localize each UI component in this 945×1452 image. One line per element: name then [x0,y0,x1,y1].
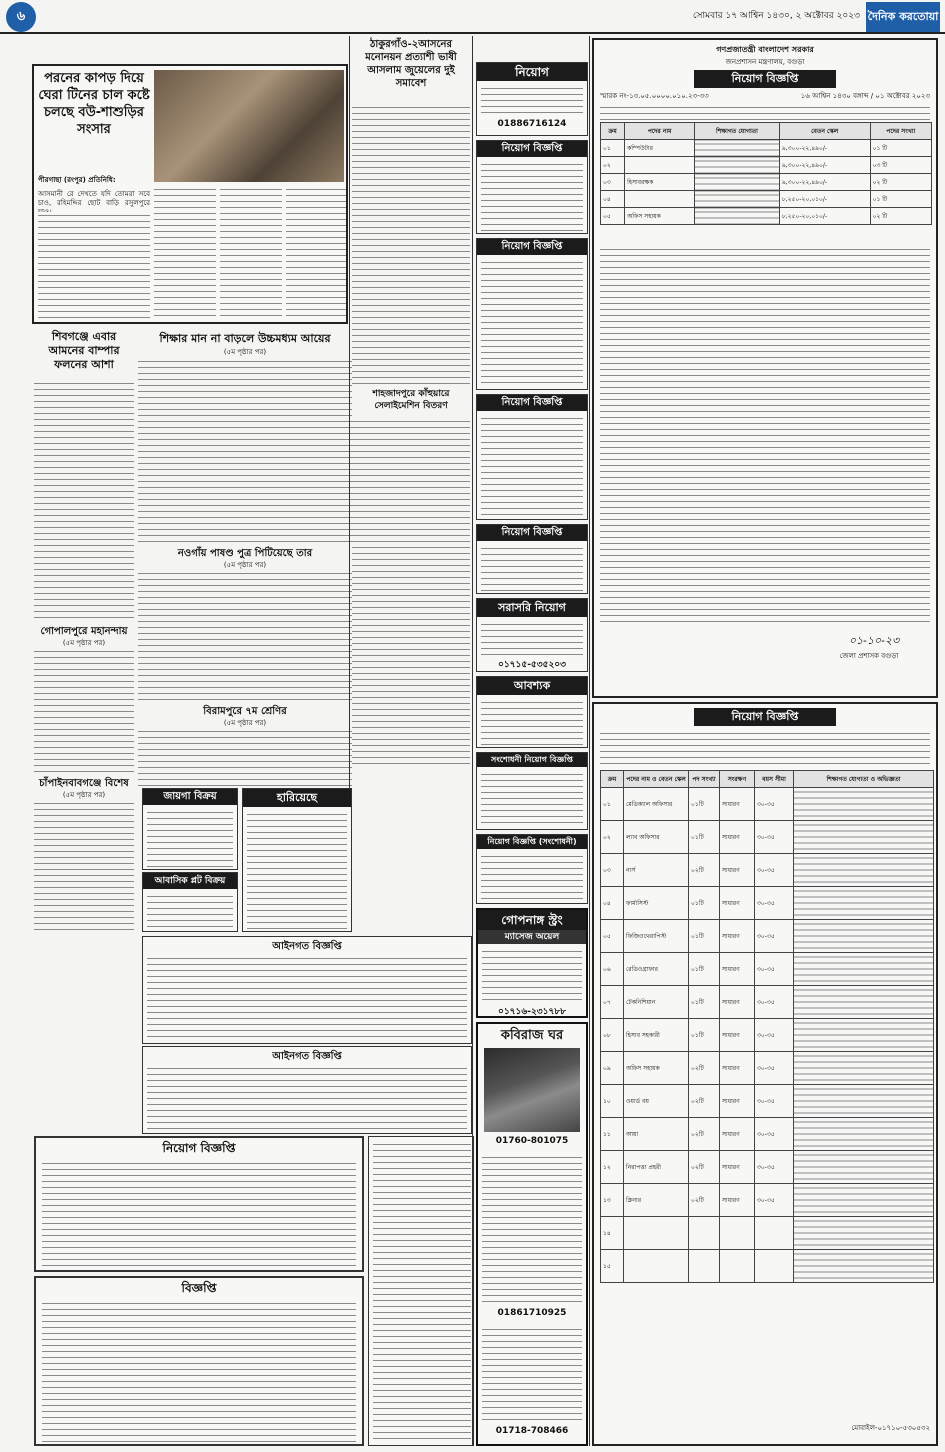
niyog-ad-4-body [481,415,583,517]
table-cell: সাধারণ [720,887,755,920]
chapai-body [34,800,134,932]
table-cell [794,953,934,986]
table-row [601,1151,934,1184]
table-cell: ০২টি [689,1052,720,1085]
table-cell: সাধারণ [720,953,755,986]
table-cell: ০২টি [689,1118,720,1151]
niyog-ad-3 [476,238,588,390]
table-cell: ০১ টি [870,140,931,157]
table-cell: ০৫ [601,208,625,225]
lead-body-col4 [286,186,346,320]
bigyapti-body [42,1300,356,1442]
table-row [601,174,932,191]
kabiraj-phone-2: 01861710925 [497,1308,567,1318]
lead-title: পরনের কাপড় দিয়ে ঘেরা টিনের চাল কষ্টে চলছে বউ-শাশুড়ির সংসার [38,71,150,137]
table-cell: ০৩ [601,174,625,191]
plot-sale-ad [142,872,238,932]
table-cell: ০১ টি [870,191,931,208]
table-cell [794,1184,934,1217]
table-cell [794,1085,934,1118]
table-cell: কম্পিউটার [625,140,695,157]
column-divider [349,36,350,788]
table-cell [794,1052,934,1085]
table-cell [794,920,934,953]
niyog-ad-1-phone: 01886716124 [497,119,567,129]
table-cell: ০২ [601,157,625,174]
needed-ad [476,676,588,748]
kabiraj-phone-3: 01718-708466 [495,1426,569,1436]
bottom-recruitment-title: নিয়োগ বিজ্ঞপ্তি [162,1141,236,1155]
govt-table [600,122,932,225]
niyog-ad-5-title: নিয়োগ বিজ্ঞপ্তি [477,525,587,541]
table-cell [794,1151,934,1184]
hospital-table-header [601,771,934,788]
table-cell: সাধারণ [720,788,755,821]
table-cell: ০১টি [689,920,720,953]
table-cell: ৯,৩০০-২২,৪৯০/- [779,140,870,157]
kabiraj-product-image [484,1048,580,1132]
direct-hire-body [481,621,583,655]
lead-intro: আসমানী রে দেখতে যদি তোমরা সবে চাও, রহিমদ্দির ছোট বাড়ি রসুলপুরে [38,190,150,207]
table-cell: ১০ [601,1085,624,1118]
table-cell: সাধারণ [720,920,755,953]
education-cont: (৫ম পৃষ্ঠার পর) [223,348,267,356]
biram-cont: (৫ম পৃষ্ঠার পর) [223,719,267,727]
land-sale-title: জায়গা বিক্রয় [143,789,237,805]
table-row [601,140,932,157]
table-cell: ০১ [601,788,624,821]
table-cell: নার্স [624,854,689,887]
legal-notice-2-body [147,1065,467,1131]
lost-ad [242,788,352,932]
table-cell: ০১টি [689,1019,720,1052]
shibganj-title: শিবগঞ্জে এবার আমনের বাম্পার ফলনের আশা [48,330,120,371]
niyog-ad-1-body [481,85,583,117]
table-row [601,1184,934,1217]
table-cell: টেকনিশিয়ান [624,986,689,1019]
thakurgaon-title: ঠাকুরগাঁও-২আসনের মনোনয়ন প্রত্যাশী ভাষী আসলাম জুয়েলের দুই সমাবেশ [365,39,457,89]
kabiraj-ad [476,1022,588,1446]
naogaon-title: নওগাঁয় পাষণ্ড পুত্র পিটিয়েছে তার [177,548,313,559]
table-cell [755,1250,794,1283]
table-row [601,788,934,821]
correction-body [481,771,583,827]
table-row [601,208,932,225]
table-cell: সাধারণ [720,854,755,887]
niyog-ad-1-title: নিয়োগ [477,63,587,81]
niyog-ad-2 [476,140,588,234]
land-sale-body [147,809,233,867]
biram-title: বিরামপুরে ৭ম শ্রেণির [203,706,287,717]
direct-hire-ad [476,598,588,672]
govt-title: নিয়োগ বিজ্ঞপ্তি [694,70,836,88]
table-cell [625,157,695,174]
date-line: সোমবার ১৭ আশ্বিন ১৪৩০, ২ অক্টোবর ২০২৩ [692,11,860,21]
land-sale-ad [142,788,238,870]
govt-intro [600,104,930,120]
table-row [601,986,934,1019]
legal-notice-1-body [147,955,467,1041]
bigyapti-title: বিজ্ঞপ্তি [181,1281,217,1295]
table-cell: ০৪ [601,887,624,920]
table-row [601,1118,934,1151]
niyog-ad-2-body [481,161,583,231]
table-cell [794,1019,934,1052]
gopalpur-title: গোপালপুরে মহানন্দায় [40,626,128,637]
hospital-col: পদ সংখ্যা [689,771,720,788]
table-cell: সাধারণ [720,1184,755,1217]
table-cell: সাধারণ [720,821,755,854]
correction-2-title: নিয়োগ বিজ্ঞপ্তি (সংশোধনী) [477,835,587,849]
table-cell: ০৫ [601,920,624,953]
table-cell: ০১টি [689,953,720,986]
correction-ad [476,752,588,830]
legal-notice-1 [142,936,472,1044]
table-cell [755,1217,794,1250]
table-cell: ০২টি [689,1085,720,1118]
table-cell: ১২ [601,1151,624,1184]
table-cell: ৯,৩০০-২২,৪৯০/- [779,157,870,174]
niyog-ad-2-title: নিয়োগ বিজ্ঞপ্তি [477,141,587,157]
table-cell: ০৩ টি [870,157,931,174]
table-cell: ০৮ [601,1019,624,1052]
hospital-footer-phone: মোবাইল-০১৭১০-৫৩০৫৩২ [851,1424,930,1432]
table-cell [794,1118,934,1151]
table-cell [720,1217,755,1250]
table-cell: হিসাব সহকারী [624,1019,689,1052]
table-row [601,953,934,986]
table-row [601,1085,934,1118]
needed-body [481,699,583,745]
govt-col: পদের নাম [625,123,695,140]
govt-memo-date: ১৬ আশ্বিন ১৪৩০ বঙ্গাব্দ / ০১ অক্টোবর ২০২৩ [800,92,930,100]
table-cell [624,1250,689,1283]
lead-body-col2 [154,186,216,320]
govt-col: ক্রম [601,123,625,140]
table-cell: ৩০-৩৫ [755,854,794,887]
table-cell [720,1250,755,1283]
table-cell: ৯,৩০০-২২,৪৯০/- [779,174,870,191]
table-cell: ওয়ার্ড বয় [624,1085,689,1118]
govt-col: বেতন স্কেল [779,123,870,140]
table-cell [794,788,934,821]
hospital-col: বয়স সীমা [755,771,794,788]
plot-sale-body [147,893,233,929]
hospital-title: নিয়োগ বিজ্ঞপ্তি [694,708,836,726]
table-cell: ০২টি [689,1184,720,1217]
hospital-col: সংরক্ষণ [720,771,755,788]
bottom-recruitment-body [42,1160,356,1268]
table-cell: ফিজিওথেরাপিস্ট [624,920,689,953]
hospital-col: শিক্ষাগত যোগ্যতা ও অভিজ্ঞতা [794,771,934,788]
correction-ad-2 [476,834,588,904]
education-title: শিক্ষার মান না বাড়লে উচ্চমধ্যম আয়ের [159,332,331,345]
table-cell: সাধারণ [720,986,755,1019]
lead-photo [154,70,344,182]
table-cell: ০১টি [689,986,720,1019]
table-cell [794,986,934,1019]
table-cell: ৩০-৩৫ [755,986,794,1019]
gopnango-ad [476,908,588,1018]
govt-header: গণপ্রজাতন্ত্রী বাংলাদেশ সরকার [716,45,814,54]
hospital-intro [600,730,930,766]
masthead: দৈনিক করতোয়া [866,2,940,32]
table-cell [695,140,780,157]
table-cell: ল্যাব অফিসার [624,821,689,854]
kabiraj-title: কবিরাজ ঘর [500,1028,564,1043]
page-number: ৬ [16,9,26,24]
table-cell: ক্লিনার [624,1184,689,1217]
table-cell: সাধারণ [720,1052,755,1085]
table-cell: ১১ [601,1118,624,1151]
table-cell [689,1217,720,1250]
lost-body [247,811,347,929]
govt-col: শিক্ষাগত যোগ্যতা [695,123,780,140]
table-cell [695,157,780,174]
chapai-cont: (৫ম পৃষ্ঠার পর) [62,791,106,799]
shibganj-body [34,380,134,622]
correction-2-body [481,853,583,901]
niyog-ad-4-title: নিয়োগ বিজ্ঞপ্তি [477,395,587,411]
table-cell: সাধারণ [720,1019,755,1052]
shahjadpur-title: শাহজাদপুরে কাঁহুয়ারে সেলাইমেশিন বিতরণ [372,389,450,411]
lead-story [32,64,348,324]
table-cell: সাধারণ [720,1118,755,1151]
legal-notice-2 [142,1046,472,1134]
gopalpur-cont: (৫ম পৃষ্ঠার পর) [62,639,106,647]
table-cell: ০৬ [601,953,624,986]
table-row [601,821,934,854]
table-row [601,1250,934,1283]
govt-signer: জেলা প্রশাসক বগুড়া [839,652,899,660]
table-cell: ১৪ [601,1217,624,1250]
bottom-recruitment-notice [34,1136,364,1272]
table-row [601,854,934,887]
naogaon-cont: (৫ম পৃষ্ঠার পর) [223,561,267,569]
table-cell: ১৫ [601,1250,624,1283]
shahjadpur-body [352,418,470,764]
chapai-title: চাঁপাইনবাবগঞ্জে বিশেষ [39,778,129,789]
hospital-recruitment-notice [592,702,938,1446]
column-divider [472,36,473,1446]
table-cell: ০২টি [689,1151,720,1184]
table-cell: মেডিক্যাল অফিসার [624,788,689,821]
lead-dateline: পীরগাছা (রংপুর) প্রতিনিধি: [38,176,116,184]
govt-signature: ০১-১০-২৩ [848,634,900,647]
column-divider [589,36,590,1446]
gopnango-phone: ০১৭১৬-২৩১৭৮৮ [497,1007,567,1017]
table-cell [695,208,780,225]
table-row [601,1217,934,1250]
table-cell: রেডিওগ্রাফার [624,953,689,986]
gopnango-body [482,948,582,1002]
table-cell [794,887,934,920]
table-cell: ৩০-৩৫ [755,1085,794,1118]
govt-sub: জনপ্রশাসন মন্ত্রণালয়, বগুড়া [725,58,805,66]
table-cell: অফিস সহায়ক [624,1052,689,1085]
direct-hire-title: সরাসরি নিয়োগ [477,599,587,617]
table-cell: ৩০-৩৫ [755,1184,794,1217]
table-cell: ৩০-৩৫ [755,920,794,953]
niyog-ad-5-body [481,545,583,591]
table-cell: ০২ টি [870,208,931,225]
gopnango-sub: ম্যাসেজ অয়েল [478,930,586,944]
table-cell: ১৩ [601,1184,624,1217]
table-cell: সাধারণ [720,1085,755,1118]
needed-title: আবশ্যক [477,677,587,695]
niyog-ad-3-body [481,259,583,387]
naogaon-body [138,570,352,702]
table-cell: ০৯ [601,1052,624,1085]
govt-terms [600,246,930,626]
direct-hire-phone: ০১৭১৫-৫৩৫২০৩ [497,660,567,670]
table-cell [794,821,934,854]
table-cell: ০১টি [689,788,720,821]
small-notice-stack-body [373,1141,471,1441]
table-cell: ০১ [601,140,625,157]
table-cell: ৮,২৫০-২০,০১০/- [779,208,870,225]
legal-notice-2-title: আইনগত বিজ্ঞপ্তি [272,1051,342,1062]
table-cell: হিসাবরক্ষক [625,174,695,191]
table-cell: ০৩ [601,854,624,887]
niyog-ad-1 [476,62,588,136]
table-cell: ০৪ [601,191,625,208]
kabiraj-body [482,1154,582,1304]
kabiraj-body-2 [482,1326,582,1422]
govt-table-wrap [600,122,932,242]
hospital-col: ক্রম [601,771,624,788]
gopalpur-body [34,648,134,772]
table-cell [695,191,780,208]
table-cell: সাধারণ [720,1151,755,1184]
table-cell: ০২ [601,821,624,854]
table-cell: ০২ টি [870,174,931,191]
govt-col: পদের সংখ্যা [870,123,931,140]
table-cell: ৩০-৩৫ [755,1151,794,1184]
niyog-ad-5 [476,524,588,594]
small-notice-stack [368,1136,474,1446]
table-cell [624,1217,689,1250]
govt-memo: স্মারক নং-১৩.০৫.০০০০.০১০.২৩-৩৩ [600,92,709,100]
legal-notice-1-title: আইনগত বিজ্ঞপ্তি [272,941,342,952]
table-cell: ৩০-৩৫ [755,887,794,920]
table-cell: ৩০-৩৫ [755,1052,794,1085]
bigyapti-notice [34,1276,364,1446]
table-cell [794,1217,934,1250]
table-cell: ৩০-৩৫ [755,953,794,986]
table-cell: ৩০-৩৫ [755,1019,794,1052]
table-row [601,191,932,208]
table-cell: ফার্মাসিস্ট [624,887,689,920]
table-cell [695,174,780,191]
govt-table-header [601,123,932,140]
table-cell: ০১টি [689,887,720,920]
lost-title: হারিয়েছে [243,789,351,807]
table-cell [625,191,695,208]
gopnango-title: গোপনাঙ্গ স্ট্রং [478,910,586,930]
table-cell: ০৭ [601,986,624,1019]
table-cell: ০২টি [689,854,720,887]
table-row [601,920,934,953]
hospital-table [600,770,934,1283]
table-cell [689,1250,720,1283]
lead-body-col1 [38,212,150,320]
table-cell: ৩০-৩৫ [755,1118,794,1151]
thakurgaon-body [352,104,470,386]
table-row [601,157,932,174]
biram-body [138,728,352,786]
kabiraj-phone-1: 01760-801075 [495,1136,569,1146]
hospital-table-wrap [600,770,934,1390]
table-row [601,1052,934,1085]
table-cell: নিরাপত্তা প্রহরী [624,1151,689,1184]
table-row [601,1019,934,1052]
table-cell: আয়া [624,1118,689,1151]
table-cell [794,1250,934,1283]
table-cell [794,854,934,887]
table-row [601,887,934,920]
plot-sale-title: আবাসিক প্লট বিক্রয় [143,873,237,889]
niyog-ad-3-title: নিয়োগ বিজ্ঞপ্তি [477,239,587,255]
correction-title: সংশোধনী নিয়োগ বিজ্ঞপ্তি [477,753,587,767]
table-cell: ৮,২৫০-২০,০১০/- [779,191,870,208]
table-cell: ০১টি [689,821,720,854]
niyog-ad-4 [476,394,588,520]
education-body [138,358,352,544]
table-cell: অফিস সহায়ক [625,208,695,225]
lead-body-col3 [220,186,282,320]
govt-recruitment-notice [592,38,938,698]
table-cell: ৩০-৩৫ [755,821,794,854]
table-cell: ৩০-৩৫ [755,788,794,821]
hospital-col: পদের নাম ও বেতন স্কেল [624,771,689,788]
